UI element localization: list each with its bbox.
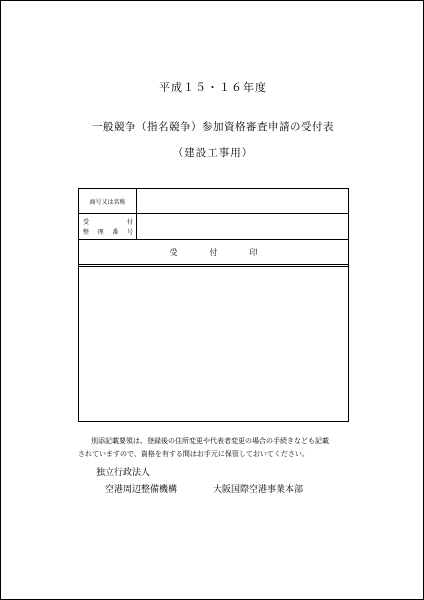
notice-line-1: 別添記載要領は、登録後の住所変更や代表者変更の場合の手続きなども記載 <box>91 437 329 445</box>
document-title: 一般競争（指名競争）参加資格審査申請の受付表 <box>92 121 334 133</box>
double-rule <box>79 265 348 267</box>
organization-name: 空港周辺整備機構 <box>105 485 178 495</box>
reception-char: 受 <box>83 219 90 226</box>
number-char: 番 <box>112 229 119 236</box>
company-name-label: 商号又は名称 <box>79 189 137 213</box>
notice-text <box>78 435 358 461</box>
reception-stamp-label: 受 付 印 <box>169 247 258 257</box>
document-subtitle: （建設工事用） <box>172 147 254 159</box>
reception-number-row <box>79 214 348 240</box>
organization-type: 独立行政法人 <box>96 468 151 478</box>
number-char: 理 <box>97 229 104 236</box>
number-char: 整 <box>83 229 90 236</box>
organization-division: 大阪国際空港事業本部 <box>213 485 304 495</box>
reception-form-table <box>78 188 349 422</box>
number-char: 号 <box>126 229 133 236</box>
fiscal-year: 平成１５・１６年度 <box>159 81 267 94</box>
reception-number-label <box>79 214 137 239</box>
company-name-row <box>79 189 348 214</box>
reception-char: 付 <box>126 219 133 226</box>
stamp-header-row <box>79 240 348 265</box>
notice-line-2: されていますので、資格を有する間はお手元に保管しておいてください。 <box>78 450 309 458</box>
